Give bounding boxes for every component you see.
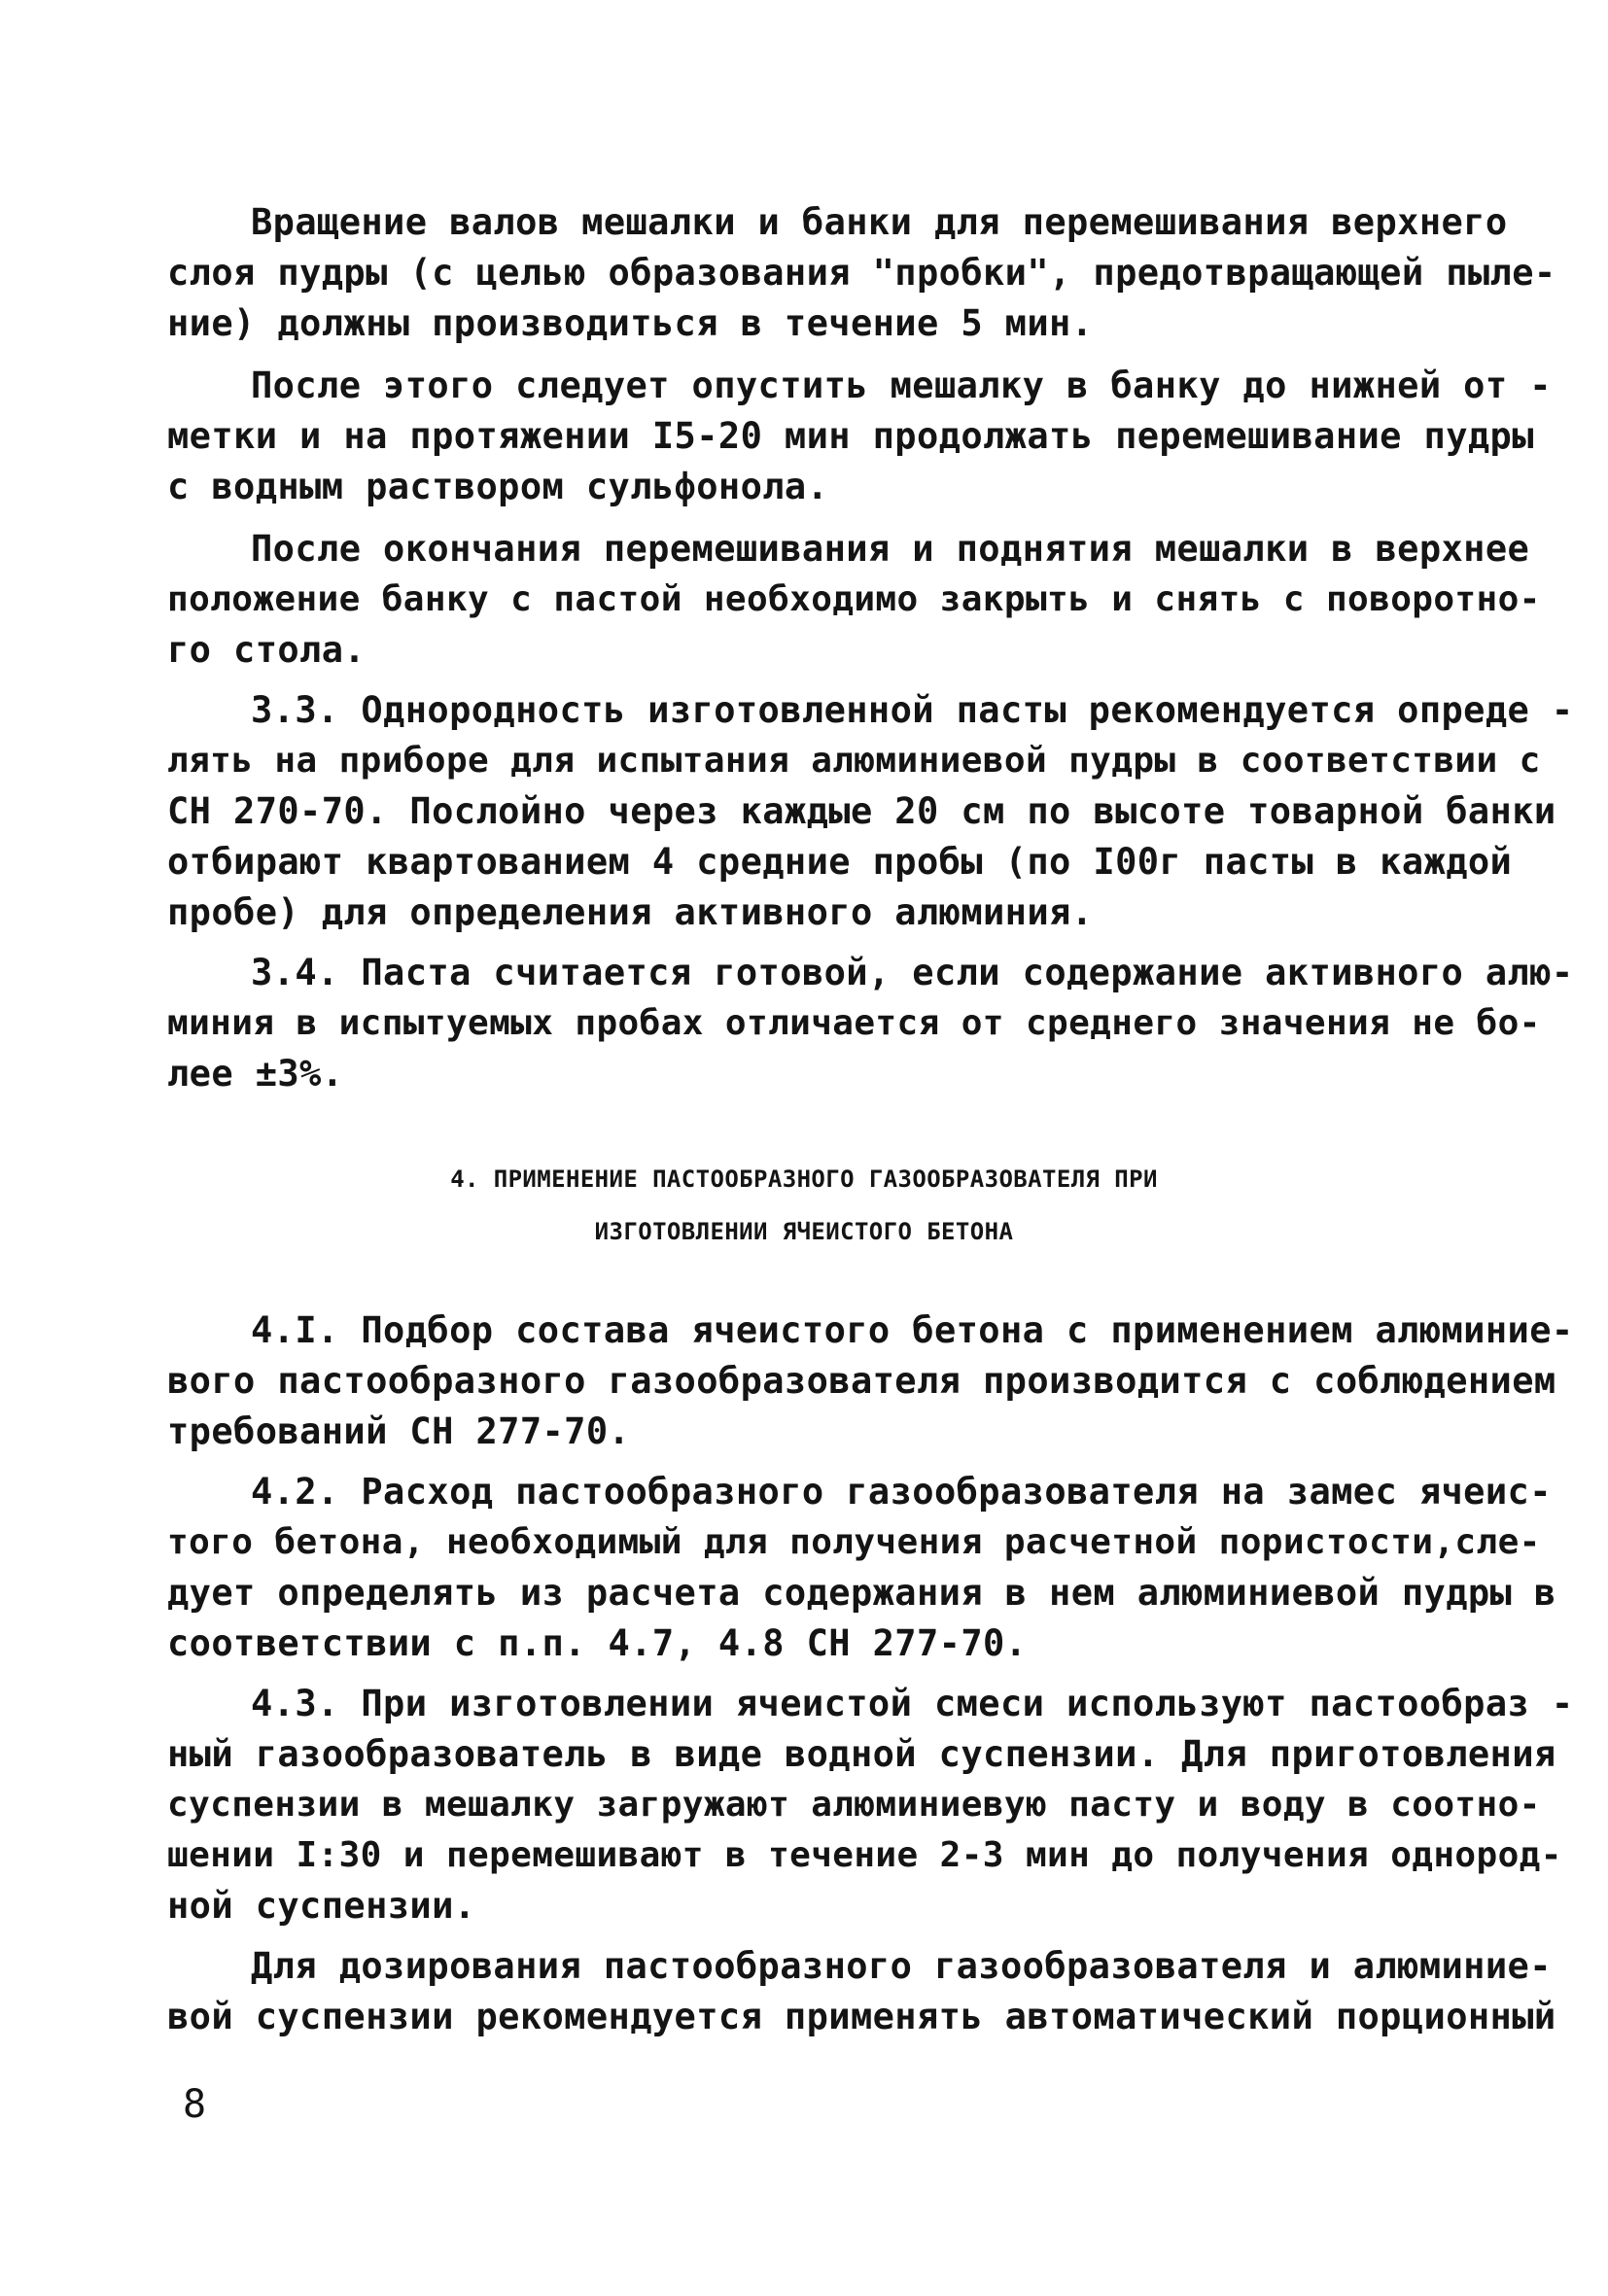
text-line: отбирают квартованием 4 средние пробы (по I00г пасты в каждой bbox=[167, 841, 1513, 883]
text-line: соответствии с п.п. 4.7, 4.8 СН 277-70. bbox=[167, 1622, 1028, 1664]
text-line: лее ±3%. bbox=[167, 1053, 344, 1095]
text-line: пробе) для определения активного алюминия. bbox=[167, 891, 1094, 933]
text-line: метки и на протяжении I5-20 мин продолжать перемешивание пудры bbox=[167, 415, 1534, 457]
page-number: 8 bbox=[183, 2082, 207, 2127]
text-line: Для дозирования пастообразного газообразователя и алюминие- bbox=[251, 1945, 1552, 1987]
text-line: ние) должны производиться в течение 5 мин. bbox=[167, 302, 1094, 344]
text-line: суспензии в мешалку загружают алюминиевую пасту и воду в соотно- bbox=[167, 1785, 1541, 1825]
text-line: После этого следует опустить мешалку в банку до нижней от - bbox=[251, 365, 1552, 406]
text-line: слоя пудры (с целью образования "пробки", предотвращающей пыле- bbox=[167, 252, 1556, 294]
text-line: вой суспензии рекомендуется применять автоматический порционный bbox=[167, 1996, 1556, 2037]
text-line: го стола. bbox=[167, 629, 367, 671]
section-heading-line: 4. ПРИМЕНЕНИЕ ПАСТООБРАЗНОГО ГАЗООБРАЗОВАТЕЛЯ ПРИ bbox=[450, 1165, 1158, 1193]
text-line: Вращение валов мешалки и банки для перемешивания верхнего bbox=[251, 201, 1508, 243]
text-line: После окончания перемешивания и поднятия мешалки в верхнее bbox=[251, 528, 1530, 570]
text-line: 3.4. Паста считается готовой, если содержание активного алю- bbox=[251, 952, 1574, 993]
text-line: вого пастообразного газообразователя производится с соблюдением bbox=[167, 1360, 1556, 1402]
text-line: с водным раствором сульфонола. bbox=[167, 466, 829, 507]
text-line: дует определять из расчета содержания в нем алюминиевой пудры в bbox=[167, 1572, 1556, 1614]
text-line: лять на приборе для испытания алюминиевой пудры в соответствии с bbox=[167, 741, 1541, 781]
text-line: 4.2. Расход пастообразного газообразователя на замес ячеис- bbox=[251, 1471, 1552, 1513]
text-line: миния в испытуемых пробах отличается от среднего значения не бо- bbox=[167, 1003, 1541, 1043]
text-line: ный газообразователь в виде водной суспензии. Для приготовления bbox=[167, 1733, 1556, 1775]
text-line: шении I:30 и перемешивают в течение 2-3 мин до получения однород- bbox=[167, 1835, 1562, 1875]
text-line: 3.3. Однородность изготовленной пасты рекомендуется опреде - bbox=[251, 689, 1574, 731]
text-line: того бетона, необходимый для получения расчетной пористости,сле- bbox=[167, 1522, 1541, 1562]
text-line: требований СН 277-70. bbox=[167, 1410, 631, 1452]
text-line: положение банку с пастой необходимо закрыть и снять с поворотно- bbox=[167, 579, 1541, 619]
text-line: ной суспензии. bbox=[167, 1885, 476, 1927]
text-line: 4.I. Подбор состава ячеистого бетона с применением алюминие- bbox=[251, 1309, 1574, 1351]
section-heading-line: ИЗГОТОВЛЕНИИ ЯЧЕИСТОГО БЕТОНА bbox=[594, 1218, 1014, 1245]
text-line: СН 270-70. Послойно через каждые 20 см по высоте товарной банки bbox=[167, 790, 1556, 832]
text-line: 4.3. При изготовлении ячеистой смеси используют пастообраз - bbox=[251, 1683, 1574, 1724]
